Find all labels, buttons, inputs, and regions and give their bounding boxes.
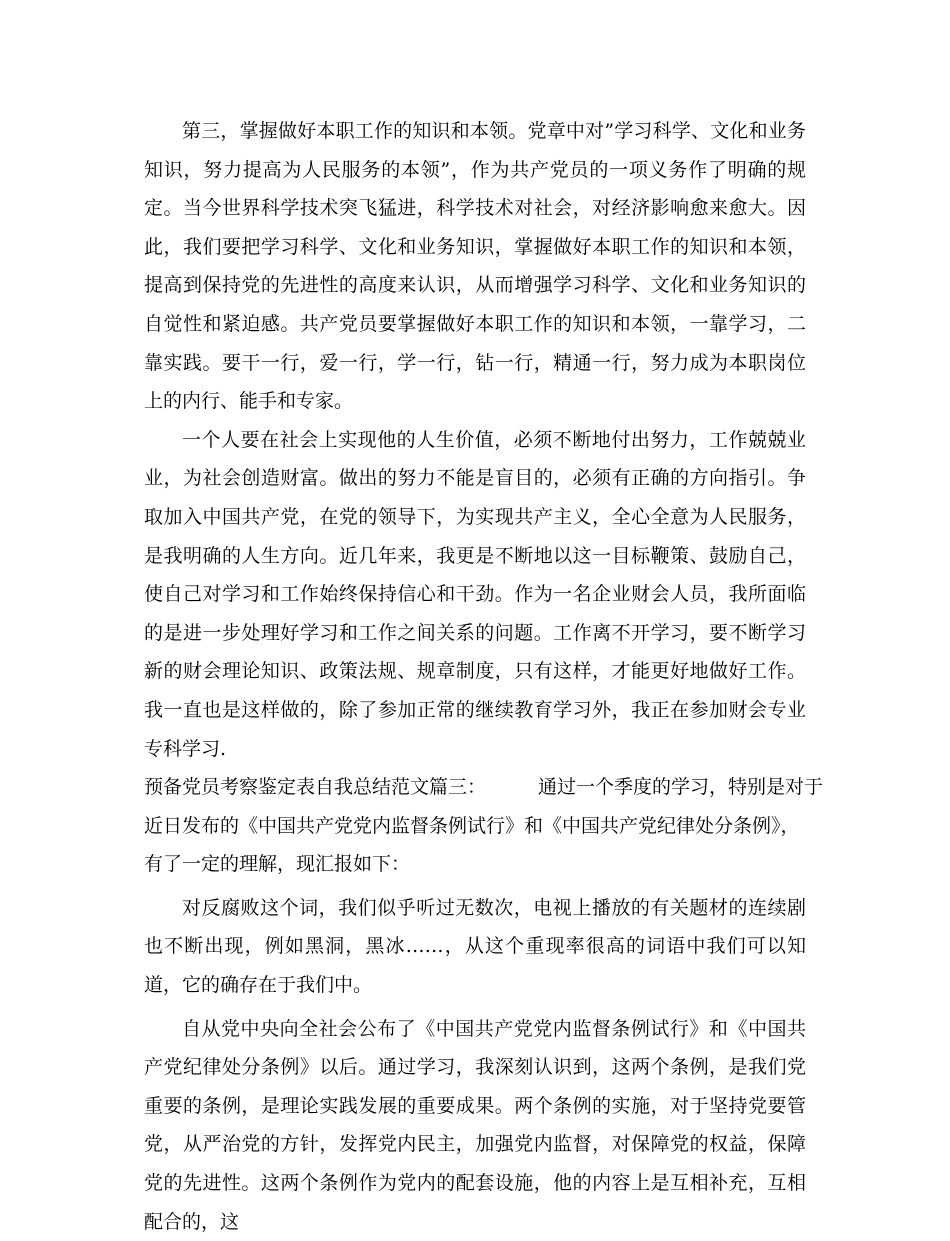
paragraph-knowledge-skills: 第三，掌握做好本职工作的知识和本领。党章中对”学习科学、文化和业务知识，努力提高为人民服务的本领”，作为共产党员的一项义务作了明确的规定。当今世界科学技术突飞猛进，科学技术对社会，对经济影响愈来愈大。因此，我们要把学习科学、文化和业务知识，掌握做好本职工作的知识和本领，提高到保持党的先进性的高度来认识，从而增强学习科学、文化和业务知识的自觉性和紧迫感。共产党员要掌握做好本职工作的知识和本领，一靠学习，二靠实践。要干一行，爱一行，学一行，钻一行，精通一行，努力成为本职岗位上的内行、能手和专家。: [144, 120, 806, 413]
section-heading-line: [144, 768, 824, 807]
paragraph-life-value: 一个人要在社会上实现他的人生价值，必须不断地付出努力，工作兢兢业业，为社会创造财富。做出的努力不能是盲目的，必须有正确的方向指引。争取加入中国共产党，在党的领导下，为实现共产主义，全心全意为人民服务，是我明确的人生方向。近几年来，我更是不断地以这一目标鞭策、鼓励自己，使自己对学习和工作始终保持信心和干劲。作为一名企业财会人员，我所面临的是进一步处理好学习和工作之间关系的问题。工作离不开学习，要不断学习新的财会理论知识、政策法规、规章制度，只有这样，才能更好地做好工作。我一直也是这样做的，除了参加正常的继续教育学习外，我正在参加财会专业专科学习.: [144, 428, 806, 760]
section-intro-start: 通过一个季度的学习，特别是对于: [538, 776, 824, 799]
paragraph-anti-corruption: 对反腐败这个词，我们似乎听过无数次，电视上播放的有关题材的连续剧也不断出现，例如黑洞，黑冰……，从这个重现率很高的词语中我们可以知道，它的确存在于我们中。: [144, 896, 806, 997]
section-label: 预备党员考察鉴定表自我总结范文篇三：: [144, 776, 487, 799]
document-page: [144, 112, 824, 1241]
section-intro-line-2: 近日发布的《中国共产党党内监督条例试行》和《中国共产党纪律处分条例》，: [144, 814, 800, 837]
paragraph-regulations: 自从党中央向全社会公布了《中国共产党党内监督条例试行》和《中国共产党纪律处分条例》以后。通过学习，我深刻认识到，这两个条例，是我们党重要的条例，是理论实践发展的重要成果。两个条例的实施，对于坚持党要管党，从严治党的方针，发挥党内民主，加强党内监督，对保障党的权益，保障党的先进性。这两个条例作为党内的配套设施，他的内容上是互相补充，互相配合的，这: [144, 1017, 806, 1233]
section-intro-line-3: 有了一定的理解，现汇报如下：: [144, 853, 411, 876]
